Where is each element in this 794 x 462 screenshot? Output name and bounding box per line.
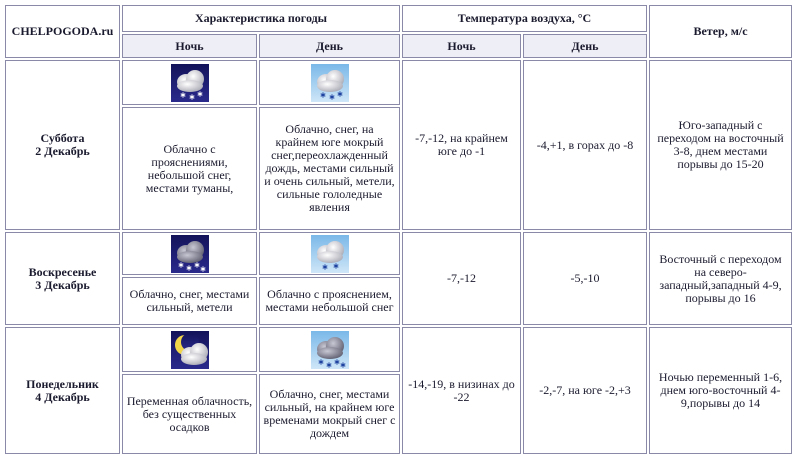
day-icon-cell [259,60,400,105]
temp-day-value: -2,-7, на юге -2,+3 [523,327,647,454]
wind-value: Ночью переменный 1-6, днем юго-восточный 4-9,порывы до 14 [649,327,792,454]
day-icon-cell [259,327,400,372]
wind-value: Юго-западный с переходом на восточный 3-8, днем местами порывы до 15-20 [649,60,792,230]
night-icon-cell [122,327,257,372]
weather-night-header: Ночь [122,34,257,58]
night-description: Облачно с прояснениями, небольшой снег, местами туманы, [122,107,257,230]
date: 3 Декабрь [35,277,90,292]
wind-header: Ветер, м/с [649,5,792,58]
date: 4 Декабрь [35,389,90,404]
temp-day-value: -4,+1, в горах до -8 [523,60,647,230]
night-icon-cell [122,232,257,275]
cloudy-snow-icon [311,235,349,273]
forecast-table [3,3,794,456]
cloudy-snow-icon [311,331,349,369]
weekday: Понедельник [26,376,99,391]
weather-header: Характеристика погоды [122,5,400,32]
date: 2 Декабрь [35,144,90,158]
weekday: Воскресенье [28,264,97,279]
day-description: Облачно, снег, местами сильный, на крайнем юге временами мокрый снег с дождем [259,374,400,454]
day-description: Облачно, снег, на крайнем юге мокрый снег,переохлажденный дождь, местами сильный и очень сильный, метели, сильные гололедные явления [259,107,400,230]
temperature-header: Температура воздуха, °C [402,5,647,32]
temp-day-header: День [523,34,647,58]
day-label-3 [5,327,120,454]
site-title: CHELPOGODA.ru [5,5,120,58]
temp-night-header: Ночь [402,34,521,58]
wind-value: Восточный с переходом на северо-западный,западный 4-9, порывы до 16 [649,232,792,325]
night-description: Облачно, снег, местами сильный, метели [122,277,257,325]
day-label-1 [5,60,120,230]
night-description: Переменная облачность, без существенных осадков [122,374,257,454]
night-icon-cell [122,60,257,105]
temp-day-value: -5,-10 [523,232,647,325]
moon-cloud-icon [171,331,209,369]
dark-snow-cloud-icon [171,235,209,273]
cloudy-snow-icon [311,64,349,102]
weather-day-header: День [259,34,400,58]
day-icon-cell [259,232,400,275]
temp-night-value: -7,-12 [402,232,521,325]
weekday: Суббота [40,131,85,145]
day-description: Облачно с прояснением, местами небольшой снег [259,277,400,325]
temp-night-value: -14,-19, в низинах до -22 [402,327,521,454]
cloudy-snow-icon [171,64,209,102]
day-label-2 [5,232,120,325]
temp-night-value: -7,-12, на крайнем юге до -1 [402,60,521,230]
